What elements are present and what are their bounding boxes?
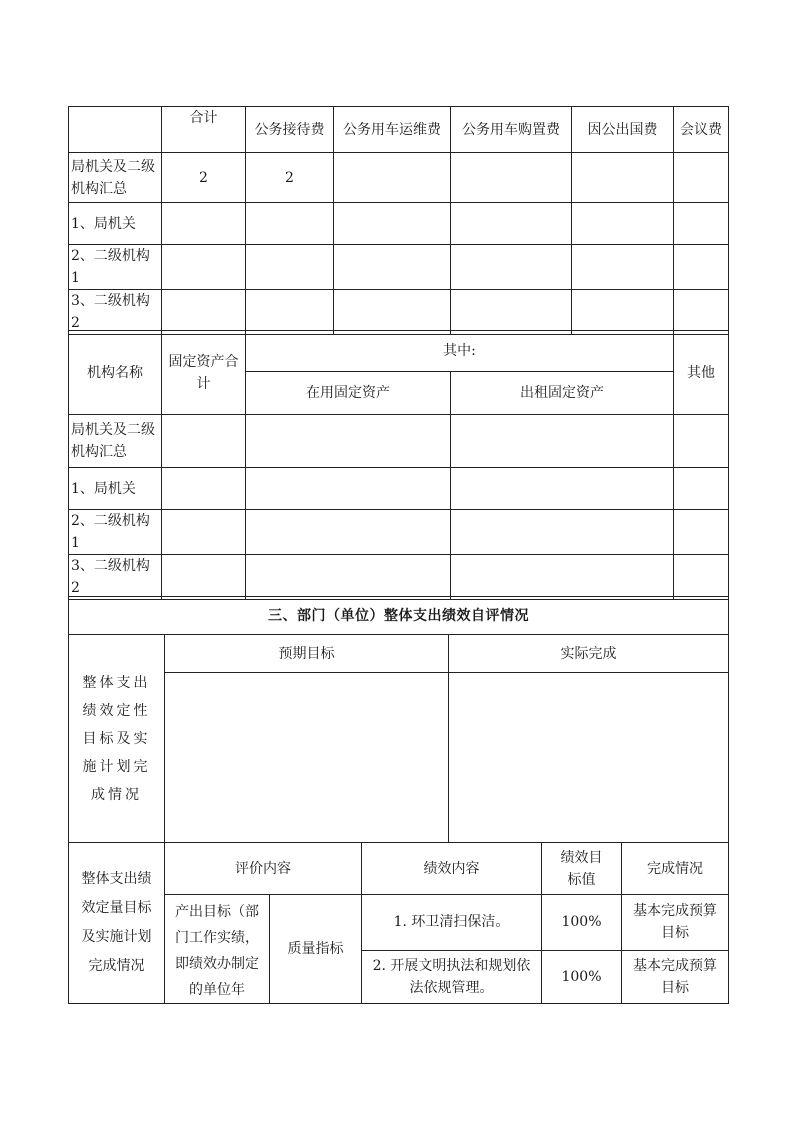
cell — [246, 415, 451, 468]
cell — [246, 290, 334, 335]
cell — [246, 555, 451, 600]
table-row — [69, 468, 729, 510]
table-row — [69, 153, 729, 203]
cell — [451, 153, 572, 203]
cell — [162, 555, 246, 600]
table-row — [69, 245, 729, 290]
cell — [246, 468, 451, 510]
actual-content — [449, 673, 729, 843]
row-label: 局机关及二级机构汇总 — [69, 415, 162, 468]
cell: 2 — [246, 153, 334, 203]
completion-2: 基本完成预算目标 — [622, 950, 729, 1004]
fees-header-total: 合计 — [162, 107, 246, 153]
cell — [451, 415, 674, 468]
cell — [674, 468, 729, 510]
cell — [334, 153, 451, 203]
cell — [246, 510, 451, 555]
row-label: 局机关及二级机构汇总 — [69, 153, 162, 203]
cell — [451, 290, 572, 335]
qual-content-row — [69, 673, 729, 843]
assets-header-other: 其他 — [674, 331, 729, 415]
output-target: 产出目标（部门工作实绩，即绩效办制定的单位年 — [165, 895, 270, 1004]
fees-header-vehicle-purchase: 公务用车购置费 — [451, 107, 572, 153]
quant-header-perf: 绩效内容 — [362, 843, 542, 895]
assets-header-leased: 出租固定资产 — [451, 372, 674, 415]
fees-header-vehicle-maint: 公务用车运维费 — [334, 107, 451, 153]
row-label: 2、二级机构 1 — [69, 245, 162, 290]
cell — [451, 203, 572, 245]
quant-header-row — [69, 843, 729, 895]
row-label: 1、局机关 — [69, 468, 162, 510]
cell — [674, 153, 729, 203]
fees-table — [68, 106, 729, 335]
cell: 2 — [162, 153, 246, 203]
cell — [451, 245, 572, 290]
cell — [334, 245, 451, 290]
cell — [162, 203, 246, 245]
cell — [572, 245, 674, 290]
qual-header-row — [69, 635, 729, 673]
target-value-2: 100% — [542, 950, 622, 1004]
cell — [246, 203, 334, 245]
cell — [674, 415, 729, 468]
section-title-row — [69, 597, 729, 635]
quant-header-target: 绩效目标值 — [542, 843, 622, 895]
qual-label: 整体支出绩效定性目标及实施计划完成情况 — [69, 635, 165, 843]
assets-header-of-which: 其中: — [246, 331, 674, 372]
fees-header-meeting: 会议费 — [674, 107, 729, 153]
cell — [451, 510, 674, 555]
cell — [572, 290, 674, 335]
qual-header-expected: 预期目标 — [165, 635, 449, 673]
cell — [246, 245, 334, 290]
quality-indicator: 质量指标 — [270, 895, 362, 1004]
table-row — [69, 415, 729, 468]
quant-label: 整体支出绩效定量目标及实施计划完成情况 — [69, 843, 165, 1004]
table-row — [69, 555, 729, 600]
cell — [674, 555, 729, 600]
fees-header-abroad: 因公出国费 — [572, 107, 674, 153]
cell — [162, 245, 246, 290]
section-title: 三、部门（单位）整体支出绩效自评情况 — [69, 597, 729, 635]
perf-content-1: 1. 环卫清扫保洁。 — [362, 895, 542, 951]
cell — [674, 290, 729, 335]
cell — [162, 468, 246, 510]
quant-header-completion: 完成情况 — [622, 843, 729, 895]
cell — [451, 468, 674, 510]
assets-header-org: 机构名称 — [69, 331, 162, 415]
qual-header-actual: 实际完成 — [449, 635, 729, 673]
fees-header-blank — [69, 107, 162, 153]
cell — [451, 555, 674, 600]
fees-header-row — [69, 107, 729, 153]
table-row — [69, 895, 729, 951]
assets-header-in-use: 在用固定资产 — [246, 372, 451, 415]
cell — [572, 153, 674, 203]
cell — [674, 245, 729, 290]
perf-content-2: 2. 开展文明执法和规划依法依规管理。 — [362, 950, 542, 1004]
row-label: 3、二级机构 2 — [69, 290, 162, 335]
cell — [334, 203, 451, 245]
expected-content — [165, 673, 449, 843]
cell — [674, 510, 729, 555]
quant-header-eval: 评价内容 — [165, 843, 362, 895]
cell — [572, 203, 674, 245]
row-label: 2、二级机构 1 — [69, 510, 162, 555]
quantitative-table — [68, 842, 729, 1004]
fees-header-reception: 公务接待费 — [246, 107, 334, 153]
cell — [334, 290, 451, 335]
assets-table — [68, 330, 729, 600]
cell — [162, 510, 246, 555]
row-label: 1、局机关 — [69, 203, 162, 245]
table-row — [69, 290, 729, 335]
cell — [674, 203, 729, 245]
table-row — [69, 510, 729, 555]
qualitative-table — [68, 596, 729, 843]
completion-1: 基本完成预算目标 — [622, 895, 729, 951]
row-label: 3、二级机构 2 — [69, 555, 162, 600]
cell — [162, 415, 246, 468]
assets-header-row — [69, 331, 729, 372]
cell — [162, 290, 246, 335]
table-row — [69, 203, 729, 245]
target-value-1: 100% — [542, 895, 622, 951]
assets-header-total: 固定资产合计 — [162, 331, 246, 415]
